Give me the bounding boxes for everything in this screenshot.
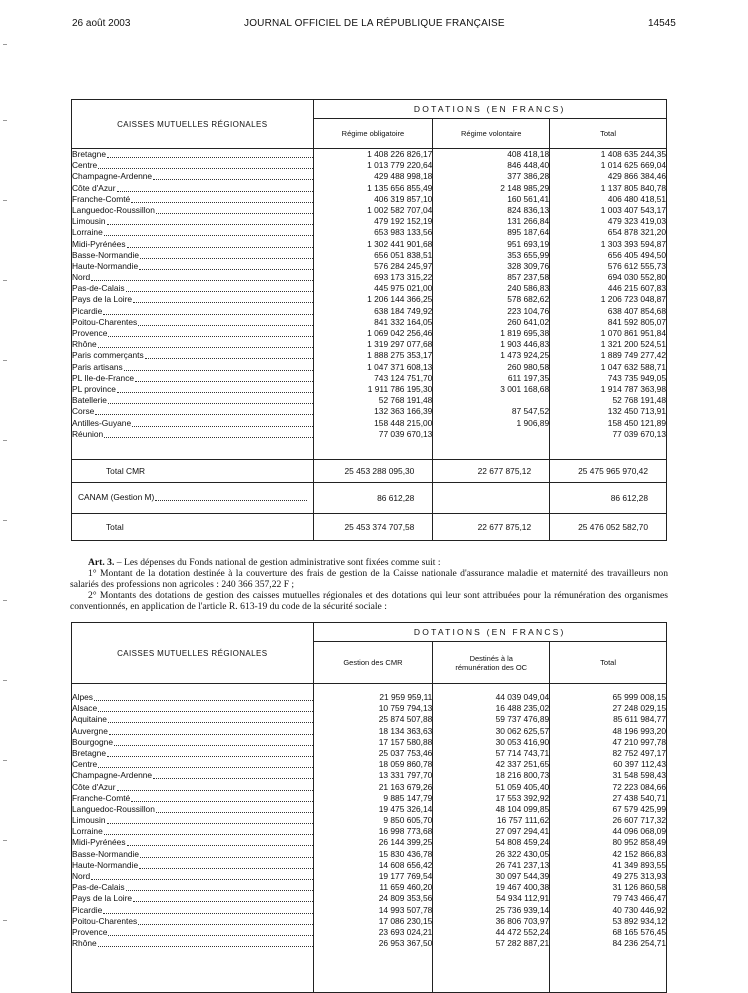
region-name: Poitou-Charentes	[72, 916, 313, 927]
cell-value: 11 659 460,20	[379, 882, 433, 893]
column-header-caisses: CAISSES MUTUELLES RÉGIONALES	[72, 100, 314, 149]
cell-value: 576 284 245,97	[374, 260, 433, 271]
header-title: JOURNAL OFFICIEL DE LA RÉPUBLIQUE FRANÇAISE	[244, 18, 505, 29]
cell-value: 72 223 084,66	[612, 781, 666, 792]
group-header-dotations: DOTATIONS (EN FRANCS)	[313, 623, 666, 642]
cell-value: 1 888 275 353,17	[367, 350, 433, 361]
article-paragraph: 1° Montant de la dotation destinée à la couverture des frais de gestion de la Caisse nationale d'assurance maladie et maternité des travailleurs non salariés des professions non agricoles : 240 366 357,22 F ;	[70, 568, 668, 590]
cell-value: 77 039 670,13	[612, 428, 666, 439]
grand-total-label: Total	[72, 514, 314, 541]
region-name: Centre	[72, 160, 313, 171]
cell-value: 1 135 656 855,49	[367, 182, 433, 193]
value-column	[313, 684, 433, 993]
cell-value: 41 349 893,55	[612, 859, 666, 870]
cell-value: 21 959 959,11	[379, 692, 433, 702]
cell-value: 1 002 582 707,04	[367, 204, 433, 215]
cell-value: 31 126 860,58	[612, 882, 666, 893]
region-name: Picardie	[72, 905, 313, 916]
region-name: PL Ile-de-France	[72, 373, 313, 384]
region-name-column	[72, 149, 314, 460]
total-cmr-value: 25 475 965 970,42	[550, 460, 667, 483]
cell-value: 31 548 598,43	[612, 770, 666, 781]
cell-value: 578 682,62	[507, 294, 550, 305]
value-column	[433, 149, 550, 460]
cell-value: 9 850 605,70	[383, 815, 433, 826]
cell-value: 80 952 858,49	[612, 837, 666, 848]
region-name: Franche-Comté	[72, 194, 313, 205]
cell-value: 26 953 367,50	[378, 938, 433, 949]
region-name: Bretagne	[72, 748, 313, 759]
cell-value: 694 030 552,80	[607, 272, 666, 283]
value-column	[550, 684, 667, 993]
total-cmr-value: 25 453 288 095,30	[313, 460, 433, 483]
cell-value: 429 866 384,46	[607, 171, 666, 182]
cell-value: 260 980,58	[507, 361, 550, 372]
cell-value: 3 001 168,68	[500, 383, 550, 394]
canam-label: CANAM (Gestion M)	[72, 483, 314, 514]
cell-value: 611 197,35	[507, 372, 550, 383]
cell-value: 48 104 099,85	[495, 803, 550, 814]
cell-value: 25 874 507,88	[378, 714, 433, 725]
cell-value: 1 906,89	[516, 417, 550, 428]
cell-value: 857 237,58	[507, 272, 550, 283]
cell-value: 1 137 805 840,78	[600, 182, 666, 193]
cell-value: 1 302 441 901,68	[367, 238, 433, 249]
article-paragraph: Art. 3. – Les dépenses du Fonds national de gestion administrative sont fixées comme suit :	[88, 557, 441, 568]
cell-value: 52 768 191,48	[378, 395, 433, 406]
cell-value: 47 210 997,78	[612, 736, 666, 747]
cell-value: 656 405 494,50	[607, 249, 666, 260]
cell-value: 1 473 924,25	[500, 350, 550, 361]
cell-value: 223 104,76	[507, 305, 550, 316]
cell-value: 26 607 717,32	[612, 815, 666, 826]
cell-value: 1 013 779 220,64	[367, 160, 433, 171]
cell-value: 25 037 753,46	[378, 747, 433, 758]
cell-value: 479 192 152,19	[374, 216, 433, 227]
region-name: Alpes	[72, 692, 313, 703]
cell-value: 18 059 860,78	[378, 759, 433, 770]
cell-value	[433, 395, 549, 406]
cell-value: 158 450 121,89	[607, 417, 666, 428]
cell-value: 576 612 555,73	[607, 260, 666, 271]
cell-value: 10 759 794,13	[378, 703, 433, 714]
cell-value: 26 322 430,05	[495, 848, 550, 859]
article-paragraph: 2° Montants des dotations de gestion des caisses mutuelles régionales et des dotations qui leur sont attribuées pour la rémunération des organismes conventionnés, en application de l'article R. 613-19 du code de la sécurité sociale :	[70, 590, 668, 612]
cell-value: 77 039 670,13	[378, 428, 433, 439]
cell-value: 87 547,52	[511, 406, 550, 417]
region-name: Limousin	[72, 216, 313, 227]
cell-value: 895 187,64	[507, 227, 550, 238]
cell-value: 60 397 112,43	[613, 759, 666, 770]
cell-value: 429 488 998,18	[374, 171, 433, 182]
dotations-table-1	[71, 99, 667, 541]
region-name: Languedoc-Roussillon	[72, 804, 313, 815]
cell-value: 1 070 861 951,84	[600, 328, 666, 338]
region-name: Auvergne	[72, 726, 313, 737]
cell-value: 328 309,76	[507, 260, 550, 271]
cell-value: 260 641,02	[507, 316, 550, 327]
cell-value: 30 062 625,57	[495, 725, 550, 736]
region-name: Lorraine	[72, 227, 313, 238]
cell-value: 1 014 625 669,04	[600, 160, 666, 171]
cell-value: 17 086 230,15	[378, 915, 433, 926]
region-name: Midi-Pyrénées	[72, 239, 313, 250]
cell-value: 49 275 313,93	[612, 871, 666, 881]
cell-value: 1 206 144 366,25	[367, 294, 433, 305]
cell-value: 54 808 459,24	[495, 837, 550, 848]
cell-value: 9 885 147,79	[383, 792, 433, 803]
region-name: Champagne-Ardenne	[72, 770, 313, 781]
region-name: Poitou-Charentes	[72, 317, 313, 328]
page-header	[0, 18, 748, 34]
cell-value: 21 163 679,26	[378, 781, 433, 792]
region-name: Réunion	[72, 429, 313, 440]
cell-value: 85 611 984,77	[613, 714, 666, 725]
cell-value: 1 206 723 048,87	[600, 294, 666, 305]
cell-value: 132 450 713,91	[607, 406, 666, 417]
cell-value: 1 003 407 543,17	[600, 204, 666, 215]
region-name: Côte d'Azur	[72, 183, 313, 194]
cell-value: 743 735 949,05	[607, 372, 666, 383]
cell-value: 79 743 466,47	[612, 893, 666, 904]
cell-value: 17 157 580,88	[378, 736, 433, 747]
cell-value: 82 752 497,17	[612, 747, 666, 758]
cell-value: 1 408 635 244,35	[600, 149, 666, 159]
cell-value: 132 363 166,39	[374, 406, 433, 417]
cell-value: 18 134 363,63	[378, 725, 433, 736]
region-name: Languedoc-Roussillon	[72, 205, 313, 216]
region-name: Rhône	[72, 938, 313, 949]
value-column	[550, 149, 667, 460]
cell-value: 25 736 939,14	[495, 904, 550, 915]
region-name: Haute-Normandie	[72, 261, 313, 272]
region-name: Provence	[72, 328, 313, 339]
cell-value: 841 592 805,07	[607, 316, 666, 327]
cell-value: 13 331 797,70	[378, 770, 433, 781]
column-header: Total	[550, 642, 667, 684]
region-name: Corse	[72, 406, 313, 417]
region-name: Bretagne	[72, 149, 313, 160]
cell-value: 84 236 254,71	[612, 938, 666, 949]
cell-value: 158 448 215,00	[374, 417, 433, 428]
cell-value: 479 323 419,03	[607, 216, 666, 227]
cell-value: 16 998 773,68	[378, 826, 433, 837]
cell-value: 693 173 315,22	[374, 272, 433, 283]
region-name: Provence	[72, 927, 313, 938]
column-header: Régime volontaire	[433, 119, 550, 149]
region-name: PL province	[72, 384, 313, 395]
cell-value: 40 730 446,92	[612, 904, 666, 915]
cell-value: 59 737 476,89	[495, 714, 550, 725]
cell-value: 19 475 326,14	[378, 803, 433, 814]
region-name: Côte d'Azur	[72, 782, 313, 793]
cell-value: 53 892 934,12	[612, 915, 666, 926]
region-name: Rhône	[72, 339, 313, 350]
cell-value: 24 809 353,56	[378, 893, 433, 904]
region-name: Bourgogne	[72, 737, 313, 748]
cell-value: 19 467 400,38	[495, 882, 550, 893]
cell-value: 1 047 371 608,13	[367, 361, 433, 372]
group-header-dotations: DOTATIONS (EN FRANCS)	[313, 100, 666, 119]
value-column	[313, 149, 433, 460]
region-name: Antilles-Guyane	[72, 418, 313, 429]
column-header: Régime obligatoire	[313, 119, 433, 149]
cell-value: 445 975 021,00	[374, 283, 433, 294]
column-header: Total	[550, 119, 667, 149]
cell-value: 1 319 297 077,68	[367, 339, 433, 350]
cell-value: 638 407 854,68	[607, 305, 666, 316]
cell-value: 16 757 111,62	[496, 815, 550, 826]
cell-value: 1 047 632 588,71	[600, 361, 666, 372]
cell-value: 14 608 656,42	[378, 859, 433, 870]
region-name: Basse-Normandie	[72, 250, 313, 261]
region-name: Pas-de-Calais	[72, 283, 313, 294]
region-name: Pays de la Loire	[72, 294, 313, 305]
canam-value: 86 612,28	[313, 483, 433, 514]
region-name-column	[72, 684, 314, 993]
cell-value: 23 693 024,21	[378, 926, 433, 937]
cell-value: 1 911 786 195,30	[367, 383, 433, 394]
cell-value: 30 097 544,39	[495, 871, 550, 881]
value-column	[433, 684, 550, 993]
canam-value	[433, 483, 550, 514]
cell-value: 406 480 418,51	[607, 193, 666, 204]
cell-value: 160 561,41	[507, 193, 550, 204]
cell-value: 1 303 393 594,87	[600, 238, 666, 249]
cell-value: 1 408 226 826,17	[367, 149, 433, 159]
region-name: Basse-Normandie	[72, 849, 313, 860]
cell-value: 57 282 887,21	[495, 938, 550, 949]
cell-value: 408 418,18	[507, 149, 550, 159]
cell-value: 27 248 029,15	[612, 703, 666, 714]
cell-value: 68 165 576,45	[612, 926, 666, 937]
cell-value: 51 059 405,40	[495, 781, 550, 792]
cell-value: 16 488 235,02	[495, 703, 550, 714]
cell-value: 44 472 552,24	[495, 926, 550, 937]
region-name: Paris commerçants	[72, 350, 313, 361]
cell-value: 654 878 321,20	[607, 227, 666, 238]
header-date: 26 août 2003	[72, 18, 131, 29]
cell-value: 65 999 008,15	[612, 692, 666, 702]
cell-value: 1 819 695,38	[500, 328, 550, 338]
cell-value	[433, 429, 549, 440]
cell-value: 19 177 769,54	[378, 871, 433, 881]
region-name: Aquitaine	[72, 714, 313, 725]
cell-value: 824 836,13	[507, 204, 550, 215]
grand-total-value: 25 476 052 582,70	[550, 514, 667, 541]
cell-value: 406 319 857,10	[374, 193, 433, 204]
region-name: Haute-Normandie	[72, 860, 313, 871]
dotations-table-2	[71, 622, 667, 993]
cell-value: 44 039 049,04	[495, 692, 550, 702]
cell-value: 27 097 294,41	[495, 826, 550, 837]
region-name: Pays de la Loire	[72, 893, 313, 904]
article-3	[70, 557, 668, 612]
cell-value: 27 438 540,71	[612, 792, 666, 803]
cell-value: 14 993 507,78	[378, 904, 433, 915]
region-name: Champagne-Ardenne	[72, 171, 313, 182]
canam-value: 86 612,28	[550, 483, 667, 514]
cell-value: 1 321 200 524,51	[600, 339, 666, 350]
region-name: Limousin	[72, 815, 313, 826]
total-cmr-label: Total CMR	[72, 460, 314, 483]
region-name: Alsace	[72, 703, 313, 714]
cell-value: 1 069 042 256,46	[367, 328, 433, 338]
cell-value: 26 144 399,25	[378, 837, 433, 848]
cell-value: 18 216 800,73	[495, 770, 550, 781]
cell-value: 240 586,83	[507, 283, 550, 294]
cell-value: 30 053 416,90	[495, 736, 550, 747]
cell-value: 42 152 866,83	[612, 848, 666, 859]
region-name: Batellerie	[72, 395, 313, 406]
cell-value: 54 934 112,91	[496, 893, 550, 904]
cell-value: 42 337 251,65	[495, 759, 550, 770]
cell-value: 1 903 446,83	[500, 339, 550, 350]
cell-value: 656 051 838,51	[374, 249, 433, 260]
header-page-number: 14545	[648, 18, 676, 29]
cell-value: 26 741 237,13	[495, 859, 550, 870]
grand-total-value: 22 677 875,12	[433, 514, 550, 541]
column-header: Gestion des CMR	[313, 642, 433, 684]
cell-value: 743 124 751,70	[374, 372, 433, 383]
total-cmr-value: 22 677 875,12	[433, 460, 550, 483]
cell-value: 1 889 749 277,42	[600, 350, 666, 361]
region-name: Pas-de-Calais	[72, 882, 313, 893]
cell-value: 377 386,28	[507, 171, 550, 182]
cell-value: 57 714 743,71	[495, 747, 550, 758]
region-name: Franche-Comté	[72, 793, 313, 804]
cell-value: 638 184 749,92	[374, 305, 433, 316]
region-name: Nord	[72, 871, 313, 882]
cell-value: 353 655,99	[507, 249, 550, 260]
region-name: Paris artisans	[72, 362, 313, 373]
cell-value: 52 768 191,48	[612, 395, 666, 406]
cell-value: 2 148 985,29	[500, 182, 550, 193]
cell-value: 67 579 425,99	[612, 803, 666, 814]
region-name: Midi-Pyrénées	[72, 837, 313, 848]
region-name: Picardie	[72, 306, 313, 317]
cell-value: 131 266,84	[507, 216, 550, 227]
region-name: Centre	[72, 759, 313, 770]
cell-value: 15 830 436,78	[378, 848, 433, 859]
region-name: Lorraine	[72, 826, 313, 837]
cell-value: 846 448,40	[507, 160, 550, 171]
cell-value: 446 215 607,83	[607, 283, 666, 294]
column-header: Destinés à la rémunération des OC	[433, 642, 550, 684]
cell-value: 841 332 164,05	[374, 316, 433, 327]
cell-value: 951 693,19	[507, 238, 550, 249]
column-header-caisses: CAISSES MUTUELLES RÉGIONALES	[72, 623, 314, 684]
cell-value: 44 096 068,09	[612, 826, 666, 837]
cell-value: 17 553 392,92	[495, 792, 550, 803]
cell-value: 653 983 133,56	[374, 227, 433, 238]
cell-value: 1 914 787 363,98	[600, 383, 666, 394]
cell-value: 36 806 703,97	[495, 915, 550, 926]
grand-total-value: 25 453 374 707,58	[313, 514, 433, 541]
region-name: Nord	[72, 272, 313, 283]
cell-value: 48 196 993,20	[612, 725, 666, 736]
